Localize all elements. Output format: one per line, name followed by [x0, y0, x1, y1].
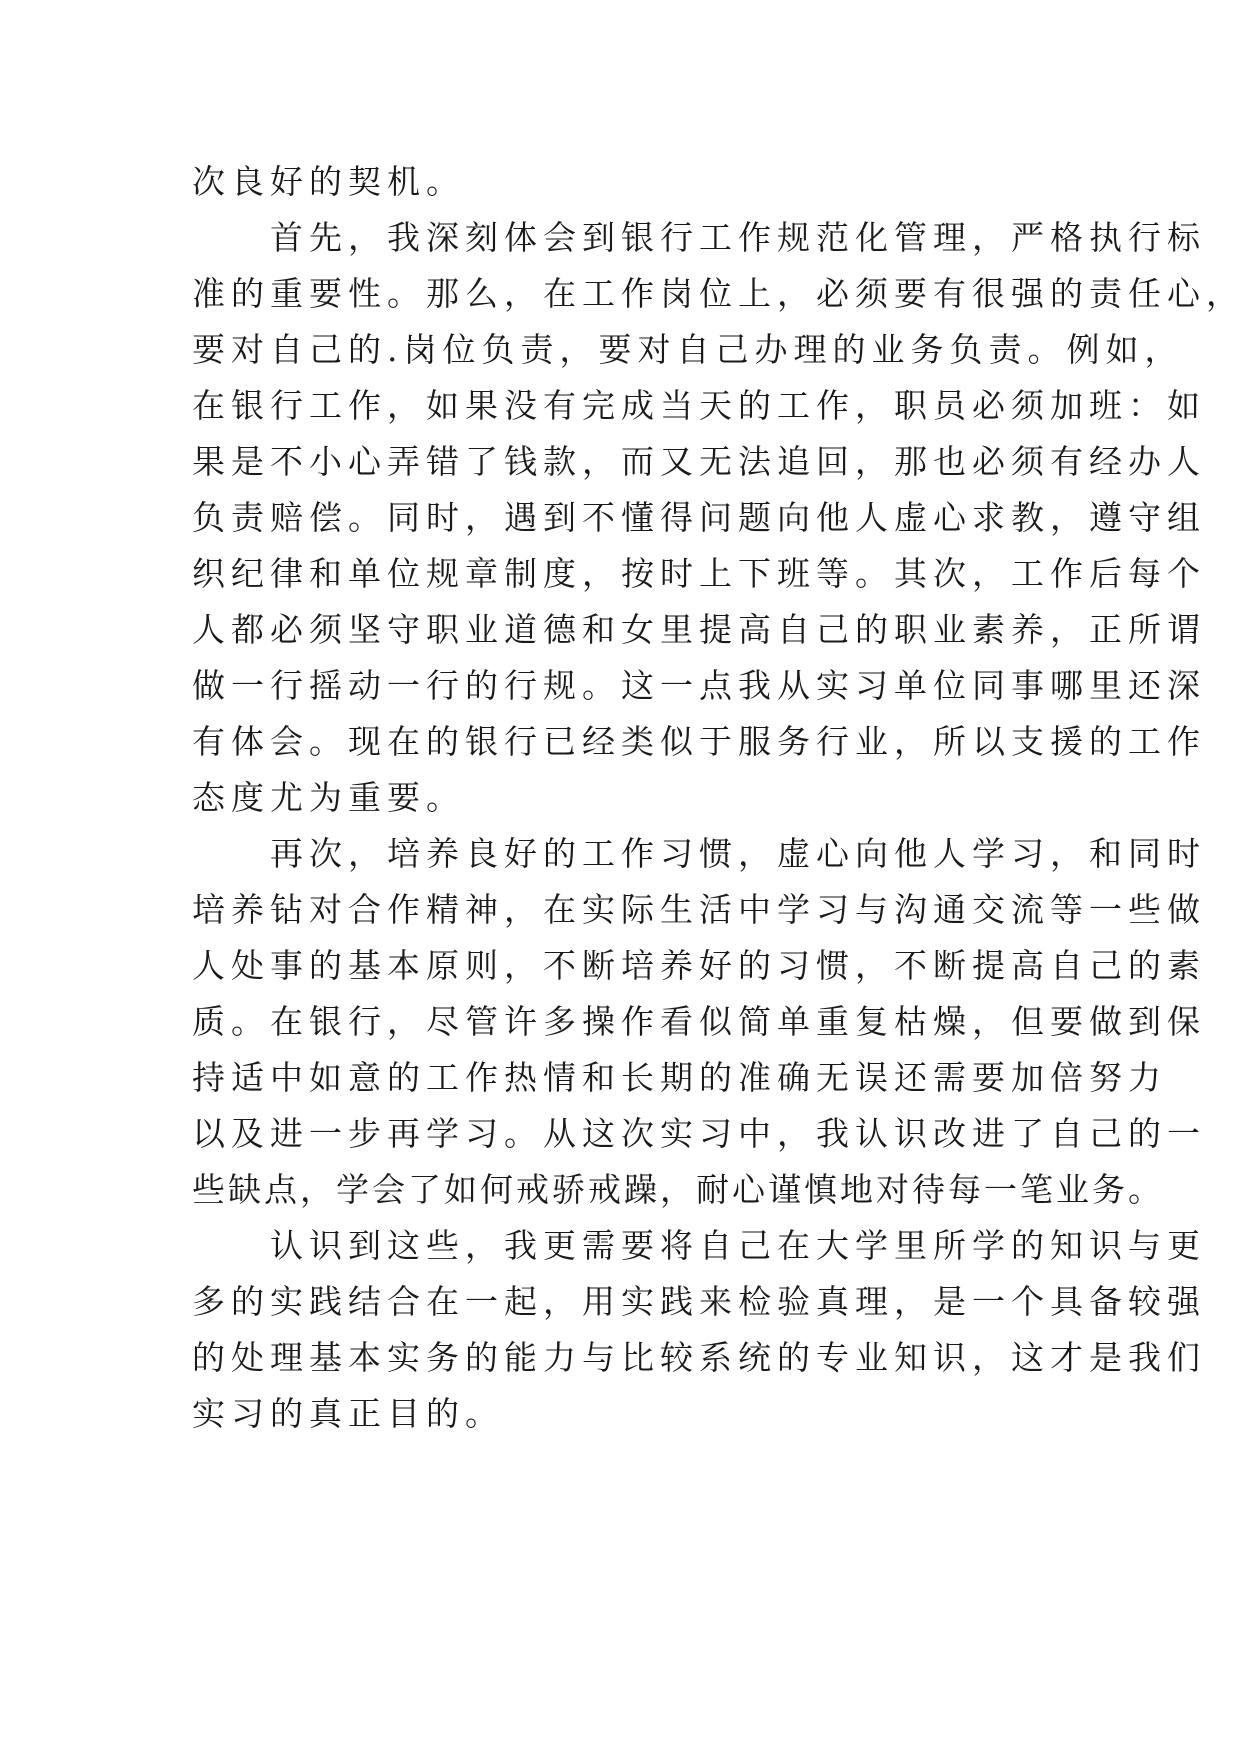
text-line: 培养钻对合作精神，在实际生活中学习与沟通交流等一些做	[192, 890, 1206, 929]
text-line: 果是不小心弄错了钱款，而又无法追回，那也必须有经办人	[192, 442, 1206, 481]
text-line: 织纪律和单位规章制度，按时上下班等。其次，工作后每个	[192, 554, 1206, 593]
text-line: 态度尤为重要。	[192, 778, 465, 817]
text-line: 人都必须坚守职业道德和女里提高自己的职业素养，正所谓	[192, 610, 1206, 649]
text-line: 再次，培养良好的工作习惯，虚心向他人学习，和同时	[270, 834, 1206, 873]
paragraph-0	[192, 154, 1052, 210]
text-line: 以及进一步再学习。从这次实习中，我认识改进了自己的一	[192, 1114, 1206, 1153]
text-line: 做一行摇动一行的行规。这一点我从实习单位同事哪里还深	[192, 666, 1206, 705]
paragraph-2	[192, 826, 1206, 1218]
text-line: 些缺点，学会了如何戒骄戒躁，耐心谨慎地对待每一笔业务。	[192, 1170, 1164, 1209]
text-line: 次良好的契机。	[192, 162, 465, 201]
text-line: 要对自己的.岗位负责，要对自己办理的业务负责。例如，	[192, 330, 1184, 369]
text-line: 准的重要性。那么，在工作岗位上，必须要有很强的责任心，	[192, 274, 1245, 313]
text-line: 持适中如意的工作热情和长期的准确无误还需要加倍努力	[192, 1058, 1167, 1097]
paragraph-3	[192, 1218, 1206, 1442]
document-body	[192, 154, 1245, 1442]
text-line: 认识到这些，我更需要将自己在大学里所学的知识与更	[270, 1226, 1206, 1265]
text-line: 质。在银行，尽管许多操作看似简单重复枯燥，但要做到保	[192, 1002, 1206, 1041]
text-line: 实习的真正目的。	[192, 1394, 504, 1433]
text-line: 的处理基本实务的能力与比较系统的专业知识，这才是我们	[192, 1338, 1206, 1377]
text-line: 负责赔偿。同时，遇到不懂得问题向他人虚心求教，遵守组	[192, 498, 1206, 537]
text-line: 首先，我深刻体会到银行工作规范化管理，严格执行标	[270, 218, 1206, 257]
text-line: 有体会。现在的银行已经类似于服务行业，所以支援的工作	[192, 722, 1206, 761]
text-line: 多的实践结合在一起，用实践来检验真理，是一个具备较强	[192, 1282, 1206, 1321]
text-line: 在银行工作，如果没有完成当天的工作，职员必须加班：如	[192, 386, 1206, 425]
text-line: 人处事的基本原则，不断培养好的习惯，不断提高自己的素	[192, 946, 1206, 985]
paragraph-1	[192, 210, 1245, 826]
